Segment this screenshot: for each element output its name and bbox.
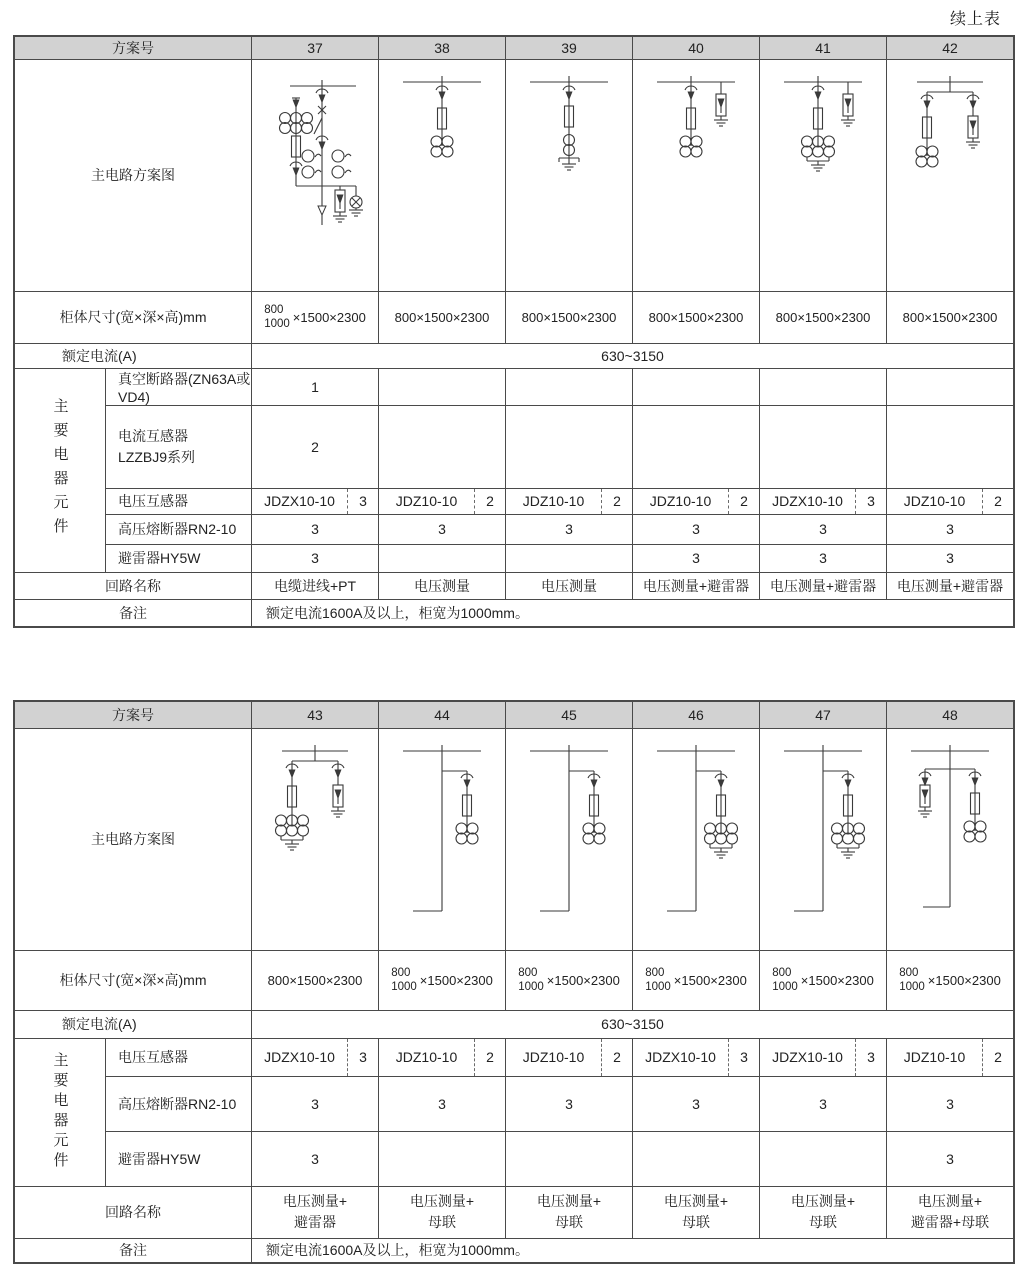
size-cell xyxy=(887,291,1015,343)
vt-cell xyxy=(506,1038,633,1076)
qty-cell xyxy=(379,544,506,572)
size-suffix: ×1500×2300 xyxy=(800,972,874,988)
row-main-circuit xyxy=(14,728,1014,950)
size-width-bottom: 1000 xyxy=(899,981,925,993)
size-suffix: ×1500×2300 xyxy=(419,972,493,988)
vt-label: 电压互感器 xyxy=(106,1038,252,1076)
qty-cell: 3 xyxy=(633,514,760,544)
qty-cell: 3 xyxy=(760,514,887,544)
qty-cell xyxy=(506,368,633,405)
size-width-bottom: 1000 xyxy=(264,318,290,330)
vt-qty: 2 xyxy=(474,1039,505,1076)
cabinet-size-label: 柜体尺寸(宽×深×高)mm xyxy=(14,950,252,1010)
circuit-name-line1: 电压测量+ xyxy=(663,1193,729,1209)
scheme-number: 39 xyxy=(506,36,633,59)
circuit-name-line2: 避雷器+母联 xyxy=(910,1214,990,1230)
ct-label-line2: LZZBJ9系列 xyxy=(118,448,196,465)
qty-cell xyxy=(379,368,506,405)
size-cell xyxy=(760,950,887,1010)
size-text: 800×1500×2300 xyxy=(267,972,363,988)
qty-cell: 3 xyxy=(252,1076,379,1131)
vt-qty: 2 xyxy=(982,489,1013,514)
size-cell xyxy=(887,950,1015,1010)
size-cell xyxy=(760,291,887,343)
group-label: 主要电器元件 xyxy=(51,398,69,542)
row-voltage-transformer xyxy=(14,488,1014,514)
size-width-top: 800 xyxy=(645,966,665,979)
row-current-transformer xyxy=(14,405,1014,488)
vt-type: JDZ10-10 xyxy=(649,493,712,509)
circuit-name-cell xyxy=(633,1186,760,1238)
circuit-name-cell: 电压测量+避雷器 xyxy=(887,572,1015,599)
scheme-number: 47 xyxy=(760,701,887,728)
circuit-name-cell: 电缆进线+PT xyxy=(252,572,379,599)
size-suffix: ×1500×2300 xyxy=(546,972,620,988)
main-circuit-diagram xyxy=(887,60,1013,280)
vt-qty: 3 xyxy=(855,489,886,514)
ct-label xyxy=(106,405,252,488)
vt-qty: 3 xyxy=(347,1039,378,1076)
circuit-name-line2: 母联 xyxy=(428,1214,456,1230)
vt-type: JDZ10-10 xyxy=(395,493,458,509)
row-arrester xyxy=(14,544,1014,572)
circuit-name-line1: 电压测量+ xyxy=(409,1193,475,1209)
scheme-number: 46 xyxy=(633,701,760,728)
arrester-label: 避雷器HY5W xyxy=(106,1131,252,1186)
vt-cell xyxy=(760,488,887,514)
row-rated-current xyxy=(14,1010,1014,1038)
row-circuit-name xyxy=(14,1186,1014,1238)
qty-cell: 3 xyxy=(506,1076,633,1131)
circuit-name-line2: 母联 xyxy=(809,1214,837,1230)
remark-label: 备注 xyxy=(14,1238,252,1263)
size-suffix: ×1500×2300 xyxy=(673,972,747,988)
main-circuit-label: 主电路方案图 xyxy=(14,728,252,950)
size-cell xyxy=(633,291,760,343)
ct-label-line1: 电流互感器 xyxy=(118,427,188,444)
qty-cell: 3 xyxy=(887,1131,1015,1186)
circuit-name-cell: 电压测量+避雷器 xyxy=(633,572,760,599)
size-width-top: 800 xyxy=(391,966,411,979)
size-width-top: 800 xyxy=(518,966,538,979)
circuit-name-cell xyxy=(379,1186,506,1238)
size-cell xyxy=(252,950,379,1010)
qty-cell: 3 xyxy=(252,544,379,572)
vt-qty: 3 xyxy=(347,489,378,514)
size-cell xyxy=(379,291,506,343)
circuit-name-cell xyxy=(506,1186,633,1238)
scheme-table-37-42 xyxy=(13,35,1015,628)
vt-cell xyxy=(252,1038,379,1076)
vt-type: JDZX10-10 xyxy=(772,493,843,509)
circuit-name-line1: 电压测量+ xyxy=(917,1193,983,1209)
scheme-no-label: 方案号 xyxy=(14,701,252,728)
qty-cell xyxy=(633,1131,760,1186)
vt-cell xyxy=(887,488,1015,514)
scheme-table-43-48 xyxy=(13,700,1015,1264)
diagram-cell xyxy=(633,59,760,291)
qty-cell: 3 xyxy=(252,514,379,544)
qty-cell xyxy=(760,368,887,405)
diagram-cell xyxy=(633,728,760,950)
main-circuit-diagram xyxy=(506,729,632,949)
diagram-cell xyxy=(506,59,633,291)
qty-cell xyxy=(379,405,506,488)
row-cabinet-size xyxy=(14,291,1014,343)
main-circuit-diagram xyxy=(633,60,759,280)
qty-cell: 1 xyxy=(252,368,379,405)
vt-cell xyxy=(379,488,506,514)
qty-cell xyxy=(760,1131,887,1186)
main-circuit-diagram xyxy=(379,60,505,280)
fuse-label: 高压熔断器RN2-10 xyxy=(106,514,252,544)
diagram-cell xyxy=(506,728,633,950)
size-cell xyxy=(506,291,633,343)
size-width-top: 800 xyxy=(899,966,919,979)
row-vacuum-breaker xyxy=(14,368,1014,405)
vt-type: JDZ10-10 xyxy=(903,1049,966,1065)
vacuum-breaker-label: 真空断路器(ZN63A或VD4) xyxy=(106,368,252,405)
size-text: 800×1500×2300 xyxy=(394,309,490,325)
qty-cell: 3 xyxy=(760,1076,887,1131)
vt-type: JDZX10-10 xyxy=(645,1049,716,1065)
main-circuit-diagram xyxy=(252,60,378,280)
scheme-number: 40 xyxy=(633,36,760,59)
row-scheme-no xyxy=(14,701,1014,728)
qty-cell xyxy=(887,368,1015,405)
row-scheme-no xyxy=(14,36,1014,59)
vt-cell xyxy=(252,488,379,514)
scheme-number: 38 xyxy=(379,36,506,59)
row-remark xyxy=(14,599,1014,627)
circuit-name-label: 回路名称 xyxy=(14,572,252,599)
vt-cell xyxy=(760,1038,887,1076)
circuit-name-cell xyxy=(252,1186,379,1238)
vt-cell xyxy=(887,1038,1015,1076)
vt-qty: 3 xyxy=(728,1039,759,1076)
diagram-cell xyxy=(379,59,506,291)
remark-label: 备注 xyxy=(14,599,252,627)
main-circuit-diagram xyxy=(633,729,759,949)
qty-cell xyxy=(887,405,1015,488)
qty-cell xyxy=(506,544,633,572)
circuit-name-cell: 电压测量+避雷器 xyxy=(760,572,887,599)
vt-type: JDZX10-10 xyxy=(264,1049,335,1065)
scheme-number: 41 xyxy=(760,36,887,59)
size-width-top: 800 xyxy=(264,303,284,316)
circuit-name-line1: 电压测量+ xyxy=(282,1193,348,1209)
qty-cell: 3 xyxy=(379,1076,506,1131)
size-text: 800×1500×2300 xyxy=(521,309,617,325)
qty-cell xyxy=(760,405,887,488)
circuit-name-line2: 避雷器 xyxy=(294,1214,336,1230)
vt-type: JDZX10-10 xyxy=(772,1049,843,1065)
vt-qty: 3 xyxy=(855,1039,886,1076)
circuit-name-cell: 电压测量 xyxy=(506,572,633,599)
main-circuit-diagram xyxy=(887,729,1013,949)
main-circuit-label: 主电路方案图 xyxy=(14,59,252,291)
continued-note: 续上表 xyxy=(949,11,1001,28)
circuit-name-line1: 电压测量+ xyxy=(536,1193,602,1209)
main-circuit-diagram xyxy=(379,729,505,949)
row-voltage-transformer xyxy=(14,1038,1014,1076)
vt-cell xyxy=(506,488,633,514)
group-label-cell xyxy=(14,368,106,572)
row-cabinet-size xyxy=(14,950,1014,1010)
circuit-name-line2: 母联 xyxy=(682,1214,710,1230)
diagram-cell xyxy=(252,728,379,950)
qty-cell: 3 xyxy=(379,514,506,544)
scheme-number: 48 xyxy=(887,701,1015,728)
qty-cell: 3 xyxy=(506,514,633,544)
qty-cell: 3 xyxy=(887,544,1015,572)
main-circuit-diagram xyxy=(760,729,886,949)
qty-cell xyxy=(379,1131,506,1186)
scheme-number: 37 xyxy=(252,36,379,59)
qty-cell xyxy=(633,368,760,405)
vt-type: JDZ10-10 xyxy=(522,493,585,509)
vt-type: JDZX10-10 xyxy=(264,493,335,509)
vt-qty: 2 xyxy=(728,489,759,514)
diagram-cell xyxy=(887,59,1015,291)
arrester-label: 避雷器HY5W xyxy=(106,544,252,572)
rated-current-value: 630~3150 xyxy=(252,1010,1015,1038)
circuit-name-line1: 电压测量+ xyxy=(790,1193,856,1209)
fuse-label: 高压熔断器RN2-10 xyxy=(106,1076,252,1131)
row-remark xyxy=(14,1238,1014,1263)
qty-cell: 3 xyxy=(887,514,1015,544)
vt-type: JDZ10-10 xyxy=(522,1049,585,1065)
vt-cell xyxy=(633,488,760,514)
qty-cell xyxy=(506,405,633,488)
row-circuit-name xyxy=(14,572,1014,599)
circuit-name-cell xyxy=(887,1186,1015,1238)
size-text: 800×1500×2300 xyxy=(775,309,871,325)
row-main-circuit xyxy=(14,59,1014,291)
circuit-name-line2: 母联 xyxy=(555,1214,583,1230)
vt-cell xyxy=(379,1038,506,1076)
diagram-cell xyxy=(760,728,887,950)
size-text: 800×1500×2300 xyxy=(648,309,744,325)
size-cell xyxy=(633,950,760,1010)
main-circuit-diagram xyxy=(760,60,886,280)
vt-qty: 2 xyxy=(982,1039,1013,1076)
vt-type: JDZ10-10 xyxy=(395,1049,458,1065)
size-cell xyxy=(252,291,379,343)
size-text: 800×1500×2300 xyxy=(902,309,998,325)
group-label-cell xyxy=(14,1038,106,1186)
vt-cell xyxy=(633,1038,760,1076)
row-arrester xyxy=(14,1131,1014,1186)
main-circuit-diagram xyxy=(506,60,632,280)
row-hv-fuse xyxy=(14,1076,1014,1131)
scheme-number: 44 xyxy=(379,701,506,728)
qty-cell xyxy=(633,405,760,488)
vt-qty: 2 xyxy=(474,489,505,514)
rated-current-value: 630~3150 xyxy=(252,343,1015,368)
qty-cell: 3 xyxy=(633,1076,760,1131)
diagram-cell xyxy=(252,59,379,291)
qty-cell: 3 xyxy=(887,1076,1015,1131)
size-suffix: ×1500×2300 xyxy=(927,972,1001,988)
qty-cell: 3 xyxy=(633,544,760,572)
qty-cell xyxy=(506,1131,633,1186)
qty-cell: 3 xyxy=(760,544,887,572)
size-width-bottom: 1000 xyxy=(645,981,671,993)
qty-cell: 3 xyxy=(252,1131,379,1186)
row-rated-current xyxy=(14,343,1014,368)
circuit-name-label: 回路名称 xyxy=(14,1186,252,1238)
row-hv-fuse xyxy=(14,514,1014,544)
size-width-bottom: 1000 xyxy=(391,981,417,993)
size-width-bottom: 1000 xyxy=(518,981,544,993)
size-cell xyxy=(379,950,506,1010)
vt-type: JDZ10-10 xyxy=(903,493,966,509)
main-circuit-diagram xyxy=(252,729,378,949)
rated-current-label: 额定电流(A) xyxy=(14,1010,252,1038)
qty-cell: 2 xyxy=(252,405,379,488)
scheme-number: 45 xyxy=(506,701,633,728)
vt-qty: 2 xyxy=(601,1039,632,1076)
remark-text: 额定电流1600A及以上，柜宽为1000mm。 xyxy=(252,1238,1015,1263)
circuit-name-cell: 电压测量 xyxy=(379,572,506,599)
diagram-cell xyxy=(760,59,887,291)
group-label: 主要电器元件 xyxy=(51,1052,69,1172)
vt-qty: 2 xyxy=(601,489,632,514)
remark-text: 额定电流1600A及以上，柜宽为1000mm。 xyxy=(252,599,1015,627)
diagram-cell xyxy=(379,728,506,950)
scheme-number: 43 xyxy=(252,701,379,728)
diagram-cell xyxy=(887,728,1015,950)
size-width-bottom: 1000 xyxy=(772,981,798,993)
size-suffix: ×1500×2300 xyxy=(292,309,366,325)
scheme-number: 42 xyxy=(887,36,1015,59)
vt-label: 电压互感器 xyxy=(106,488,252,514)
scheme-no-label: 方案号 xyxy=(14,36,252,59)
circuit-name-cell xyxy=(760,1186,887,1238)
cabinet-size-label: 柜体尺寸(宽×深×高)mm xyxy=(14,291,252,343)
rated-current-label: 额定电流(A) xyxy=(14,343,252,368)
size-width-top: 800 xyxy=(772,966,792,979)
size-cell xyxy=(506,950,633,1010)
